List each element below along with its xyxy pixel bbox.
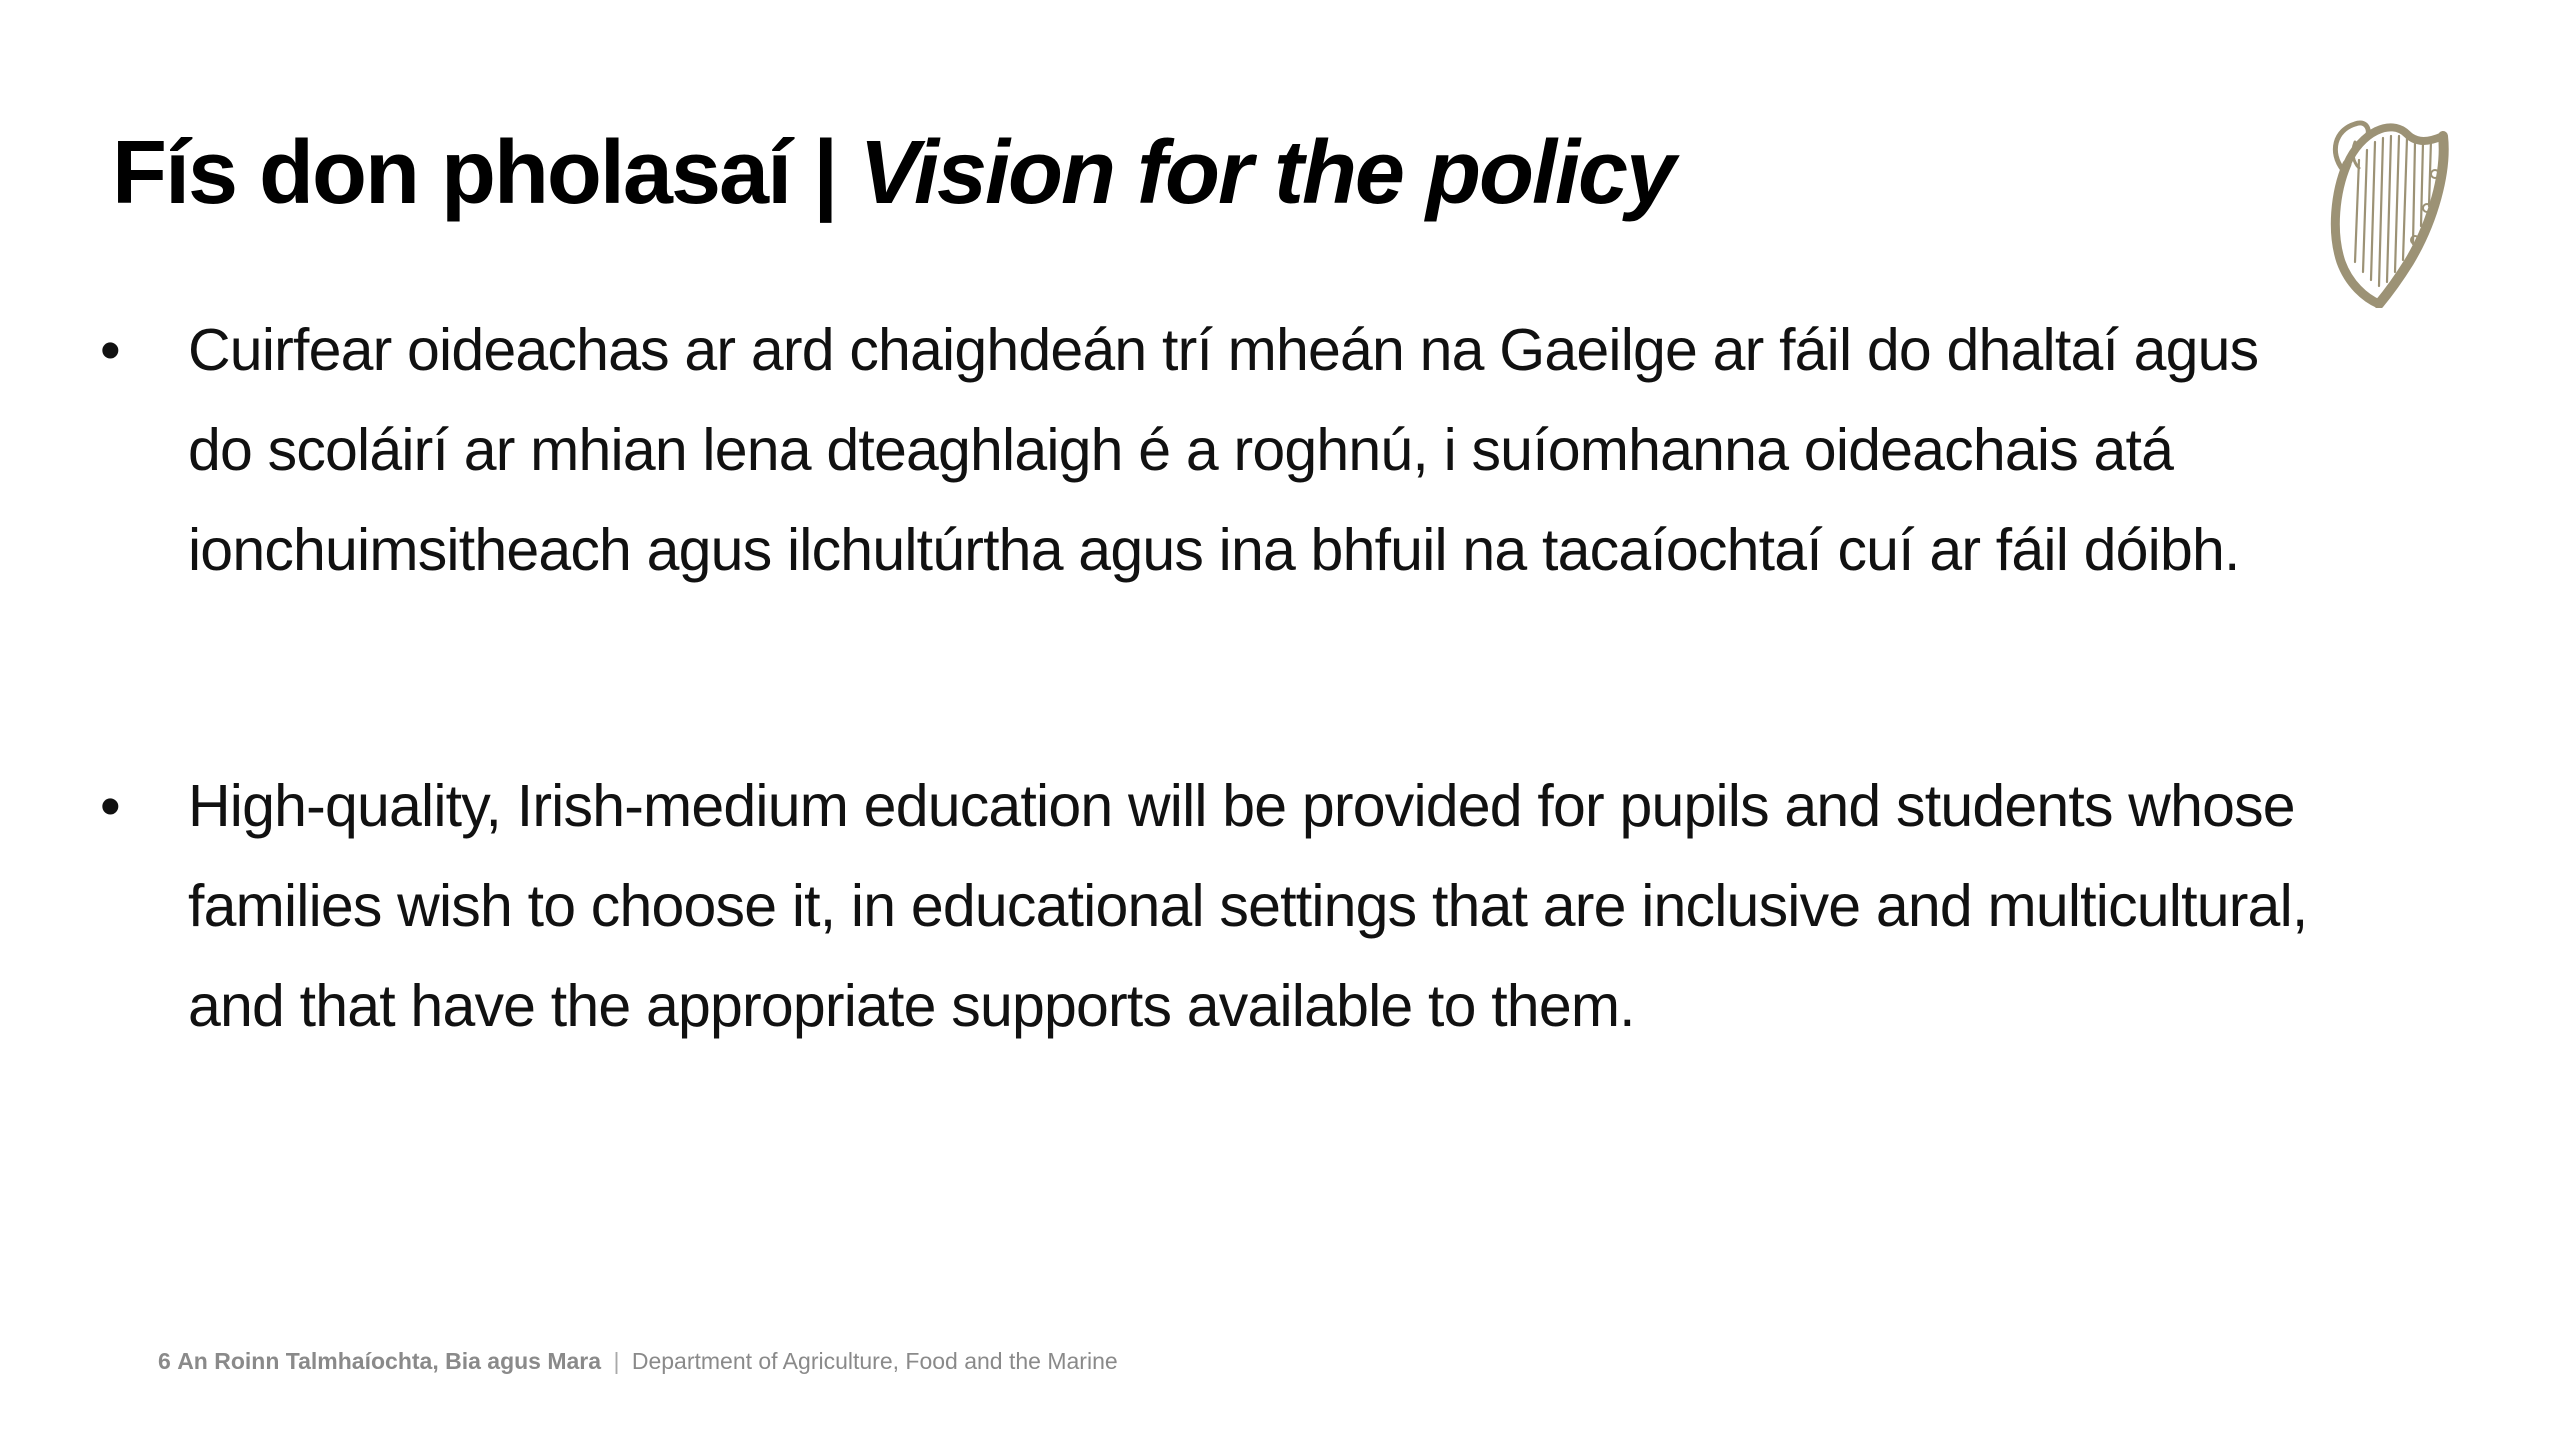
department-name-english: Department of Agriculture, Food and the Marine: [631, 1348, 1118, 1374]
page-number: 6: [158, 1348, 171, 1374]
bullet-marker: •: [100, 317, 120, 383]
bullet-marker: •: [100, 773, 120, 839]
bullet-english: [100, 756, 2320, 1056]
bullet-text-irish: Cuirfear oideachas ar ard chaighdeán trí mheán na Gaeilge ar fáil do dhaltaí agus do scoláirí ar mhian lena dteaghlaigh é a roghnú, i suíomhanna oideachais atá ionchuimsitheach agus ilchultúrtha agus ina bhfuil na tacaíochtaí cuí ar fáil dóibh.: [188, 317, 2259, 583]
harp-icon: [2325, 112, 2455, 308]
bullet-list: [100, 300, 2320, 1056]
title-english: Vision for the policy: [859, 123, 1675, 223]
title-separator: |: [813, 123, 837, 223]
slide-title: [112, 123, 1675, 223]
department-name-irish: An Roinn Talmhaíochta, Bia agus Mara: [177, 1348, 602, 1374]
bullet-irish: [100, 300, 2320, 600]
title-irish: Fís don pholasaí: [112, 123, 791, 223]
footer-separator: |: [613, 1348, 620, 1374]
bullet-text-english: High-quality, Irish-medium education will be provided for pupils and students whose families wish to choose it, in educational settings that are inclusive and multicultural, and that have the appropriate supports available to them.: [188, 773, 2308, 1039]
slide-footer: [158, 1348, 1118, 1375]
